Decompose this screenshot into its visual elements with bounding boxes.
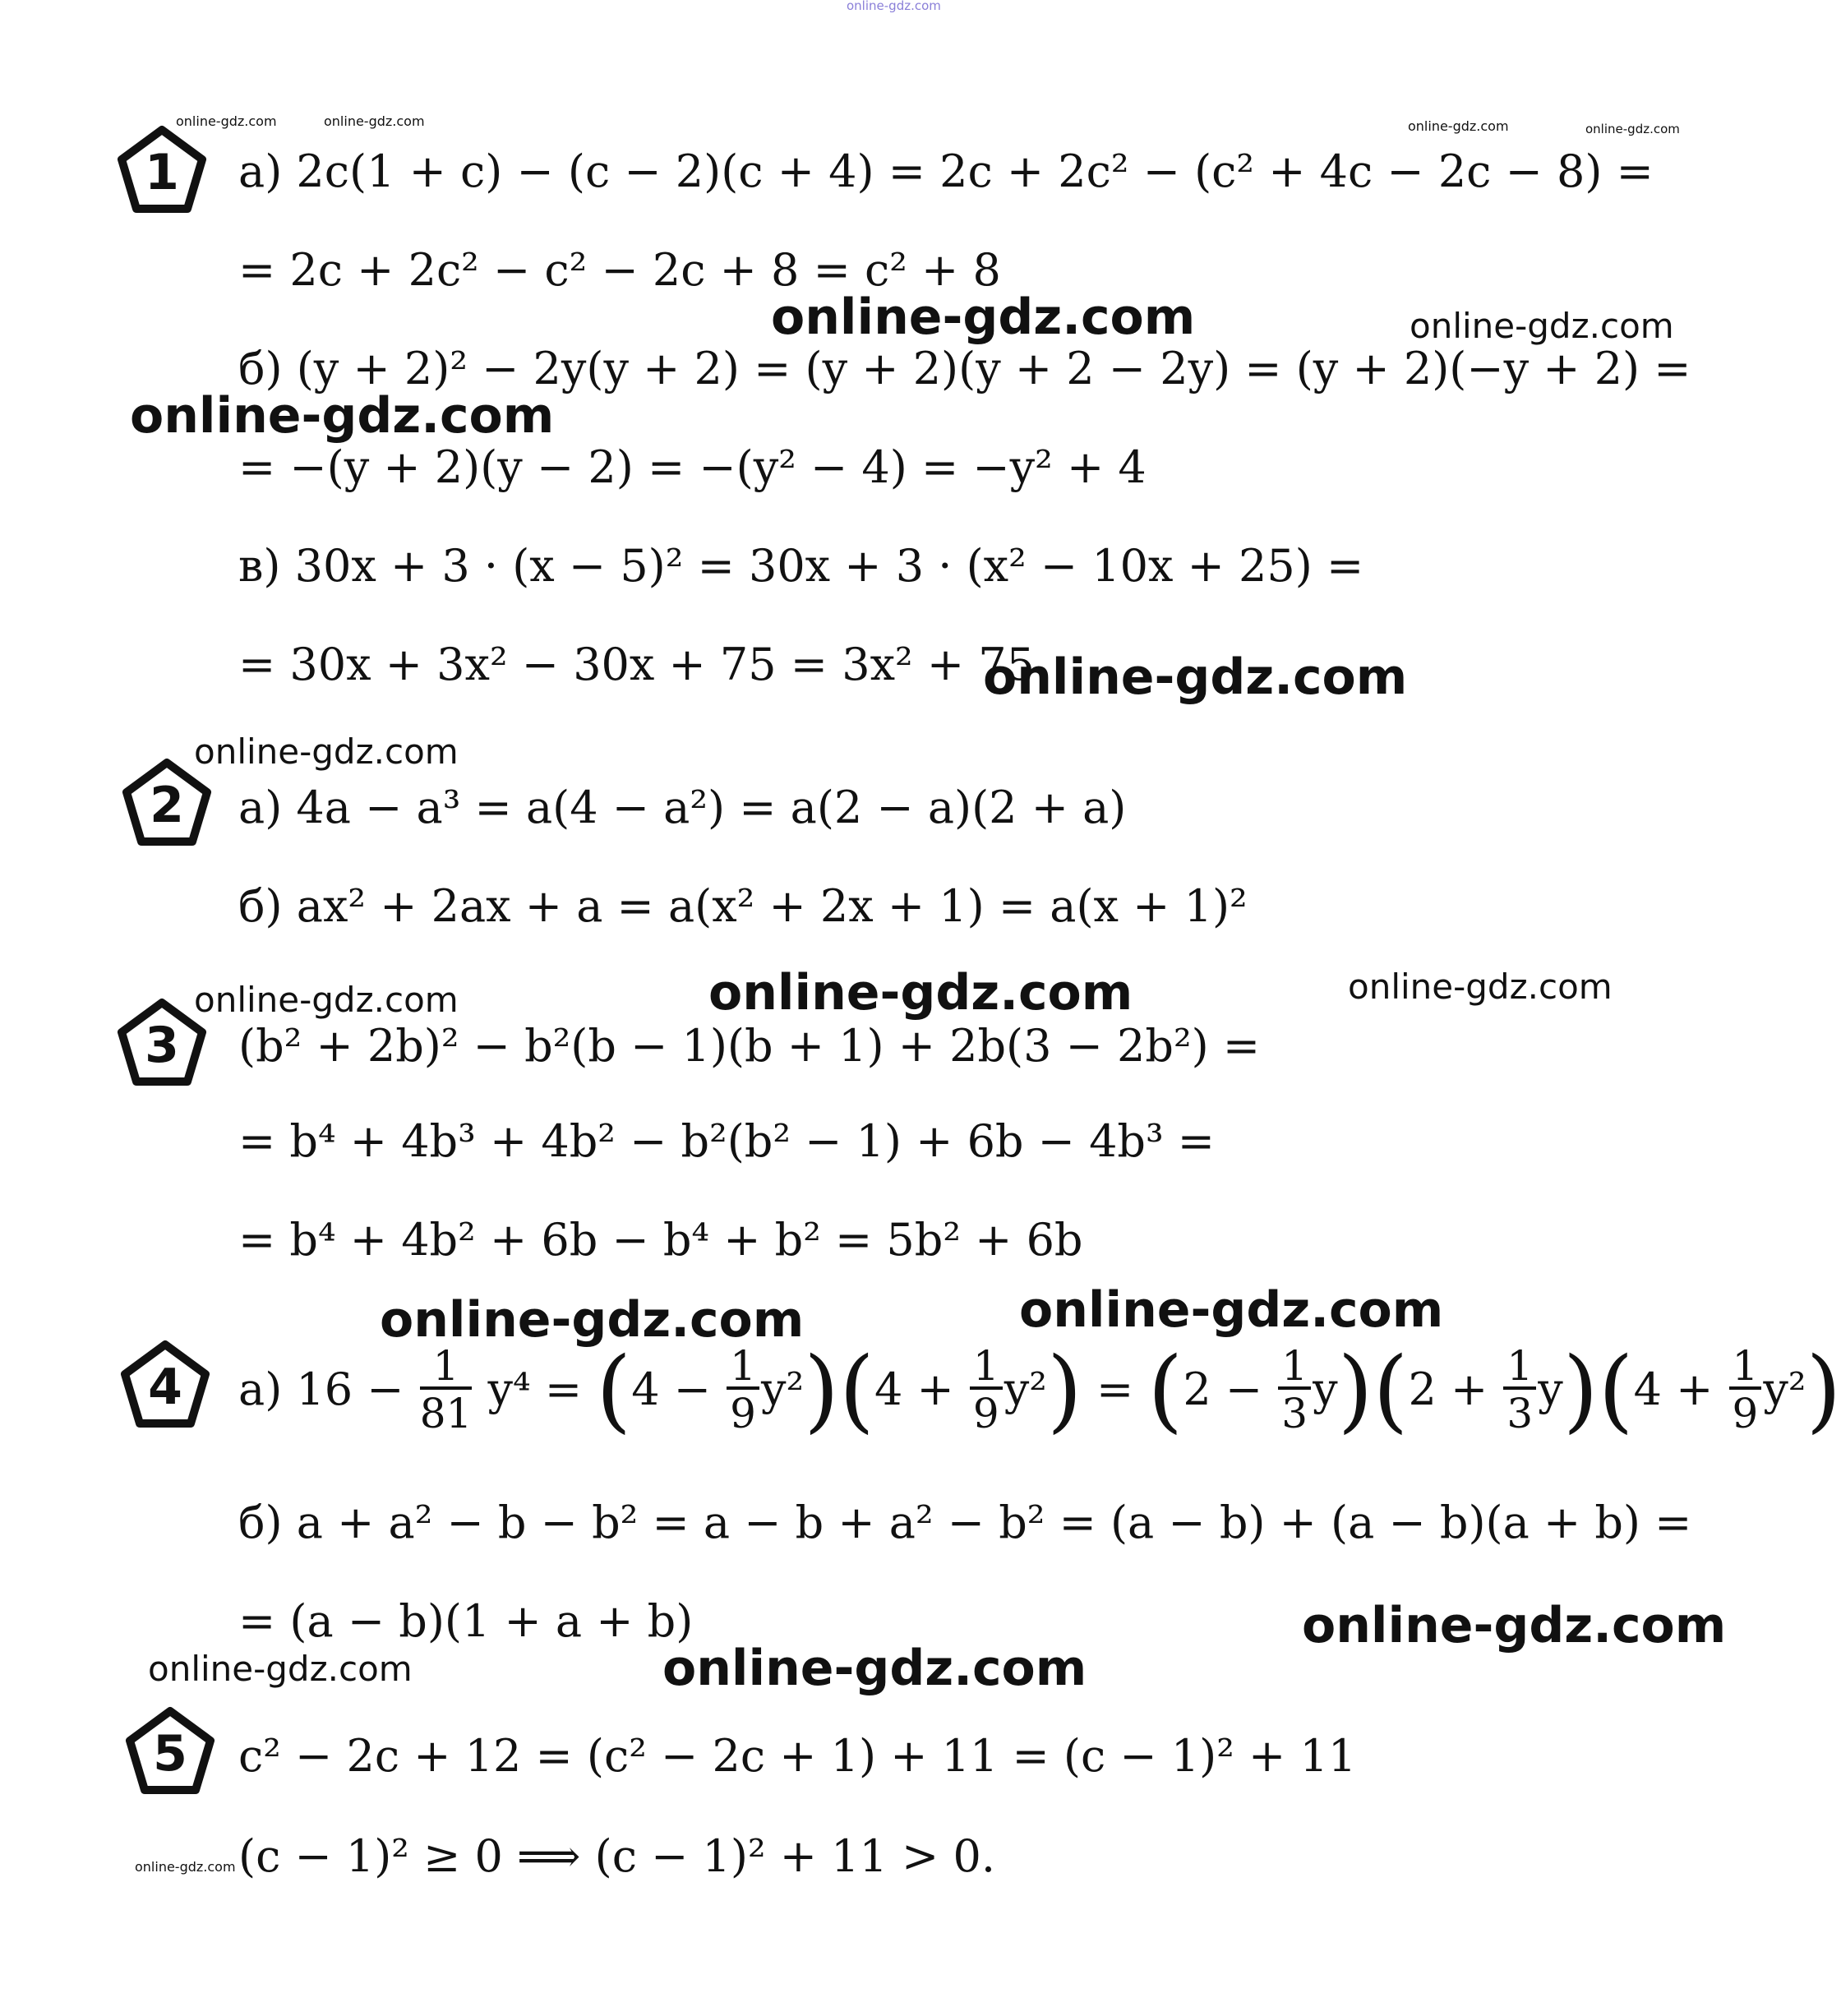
watermark: online-gdz.com (771, 288, 1196, 346)
task-4-line-b1: б) a + a² − b − b² = a − b + a² − b² = (a − b) + (a − b)(a + b) = (238, 1497, 1692, 1548)
task-number-badge (117, 998, 207, 1088)
task-3-line-1: (b² + 2b)² − b²(b − 1)(b + 1) + 2b(3 − 2b²) = (238, 1020, 1261, 1072)
watermark: online-gdz.com (1348, 966, 1613, 1007)
watermark: online-gdz.com (1302, 1597, 1727, 1654)
task-4a-part: y⁴ = (487, 1363, 583, 1415)
watermark: online-gdz.com (148, 1649, 413, 1689)
task-1-line-c2: = 30x + 3x² − 30x + 75 = 3x² + 75 (238, 639, 1035, 690)
watermark: online-gdz.com (176, 113, 277, 129)
task-number-badge (117, 125, 207, 215)
task-2-line-b1: б) ax² + 2ax + a = a(x² + 2x + 1) = a(x + 1)² (238, 880, 1248, 932)
watermark: online-gdz.com (1585, 122, 1680, 136)
task-3-line-2: = b⁴ + 4b³ + 4b² − b²(b² − 1) + 6b − 4b³ = (238, 1115, 1216, 1167)
fraction: $\frac{1}{9}$ (1729, 1345, 1762, 1434)
task-1-line-a1: а) 2c(1 + c) − (c − 2)(c + 4) = 2c + 2c² − (c² + 4c − 2c − 8) = (238, 145, 1654, 197)
task-number-badge (125, 1706, 215, 1797)
fraction: $\frac{1}{3}$ (1503, 1345, 1536, 1434)
watermark: online-gdz.com (1019, 1281, 1444, 1339)
watermark: online-gdz.com (1408, 118, 1509, 134)
task-number: 3 (145, 1017, 179, 1074)
task-3-line-3: = b⁴ + 4b² + 6b − b⁴ + b² = 5b² + 6b (238, 1214, 1083, 1266)
watermark: online-gdz.com (983, 648, 1408, 706)
watermark: online-gdz.com (380, 1291, 805, 1349)
watermark: online-gdz.com (324, 113, 425, 129)
task-number: 2 (150, 777, 184, 834)
task-1-line-c1: в) 30x + 3 · (x − 5)² = 30x + 3 · (x² − 10x + 25) = (238, 540, 1364, 592)
task-1-line-a2: = 2c + 2c² − c² − 2c + 8 = c² + 8 (238, 244, 1001, 296)
task-5-line-1: c² − 2c + 12 = (c² − 2c + 1) + 11 = (c − 1)² + 11 (238, 1730, 1357, 1782)
task-number: 5 (153, 1725, 187, 1783)
task-4-line-a: а) 16 − $\frac{1}{81}$ y⁴ = (4 − $\frac{1}{9}$ y²)(4 + $\frac{1}{9}$ y²) = (2 − $\frac{1}{3}$ y)(2 + $\frac{1}{3}$ y)(4 + $\frac{1}{9}$ y²) (238, 1337, 1841, 1442)
task-4-line-b2: = (a − b)(1 + a + b) (238, 1595, 694, 1647)
task-2-line-a1: а) 4a − a³ = a(4 − a²) = a(2 − a)(2 + a) (238, 782, 1127, 833)
watermark: online-gdz.com (135, 1859, 236, 1875)
task-5-line-2: (c − 1)² ≥ 0 ⟹ (c − 1)² + 11 > 0. (238, 1830, 995, 1882)
watermark: online-gdz.com (130, 387, 555, 445)
fraction: $\frac{1}{3}$ (1278, 1345, 1311, 1434)
watermark: online-gdz.com (662, 1640, 1087, 1697)
watermark: online-gdz.com (1410, 306, 1674, 346)
fraction: $\frac{1}{9}$ (970, 1345, 1003, 1434)
fraction: $\frac{1}{81}$ (419, 1342, 473, 1437)
fraction: $\frac{1}{9}$ (727, 1345, 759, 1434)
watermark: online-gdz.com (708, 964, 1133, 1022)
watermark: online-gdz.com (847, 0, 941, 13)
task-4a-prefix: а) 16 − (238, 1363, 404, 1415)
task-1-line-b2: = −(y + 2)(y − 2) = −(y² − 4) = −y² + 4 (238, 441, 1147, 493)
task-number: 4 (148, 1359, 182, 1416)
watermark: online-gdz.com (194, 731, 459, 772)
task-number-badge (120, 1340, 210, 1430)
task-number: 1 (145, 144, 179, 201)
task-number-badge (122, 758, 212, 848)
watermark: online-gdz.com (194, 980, 459, 1020)
task-1-line-b1: б) (y + 2)² − 2y(y + 2) = (y + 2)(y + 2 − 2y) = (y + 2)(−y + 2) = (238, 343, 1691, 394)
